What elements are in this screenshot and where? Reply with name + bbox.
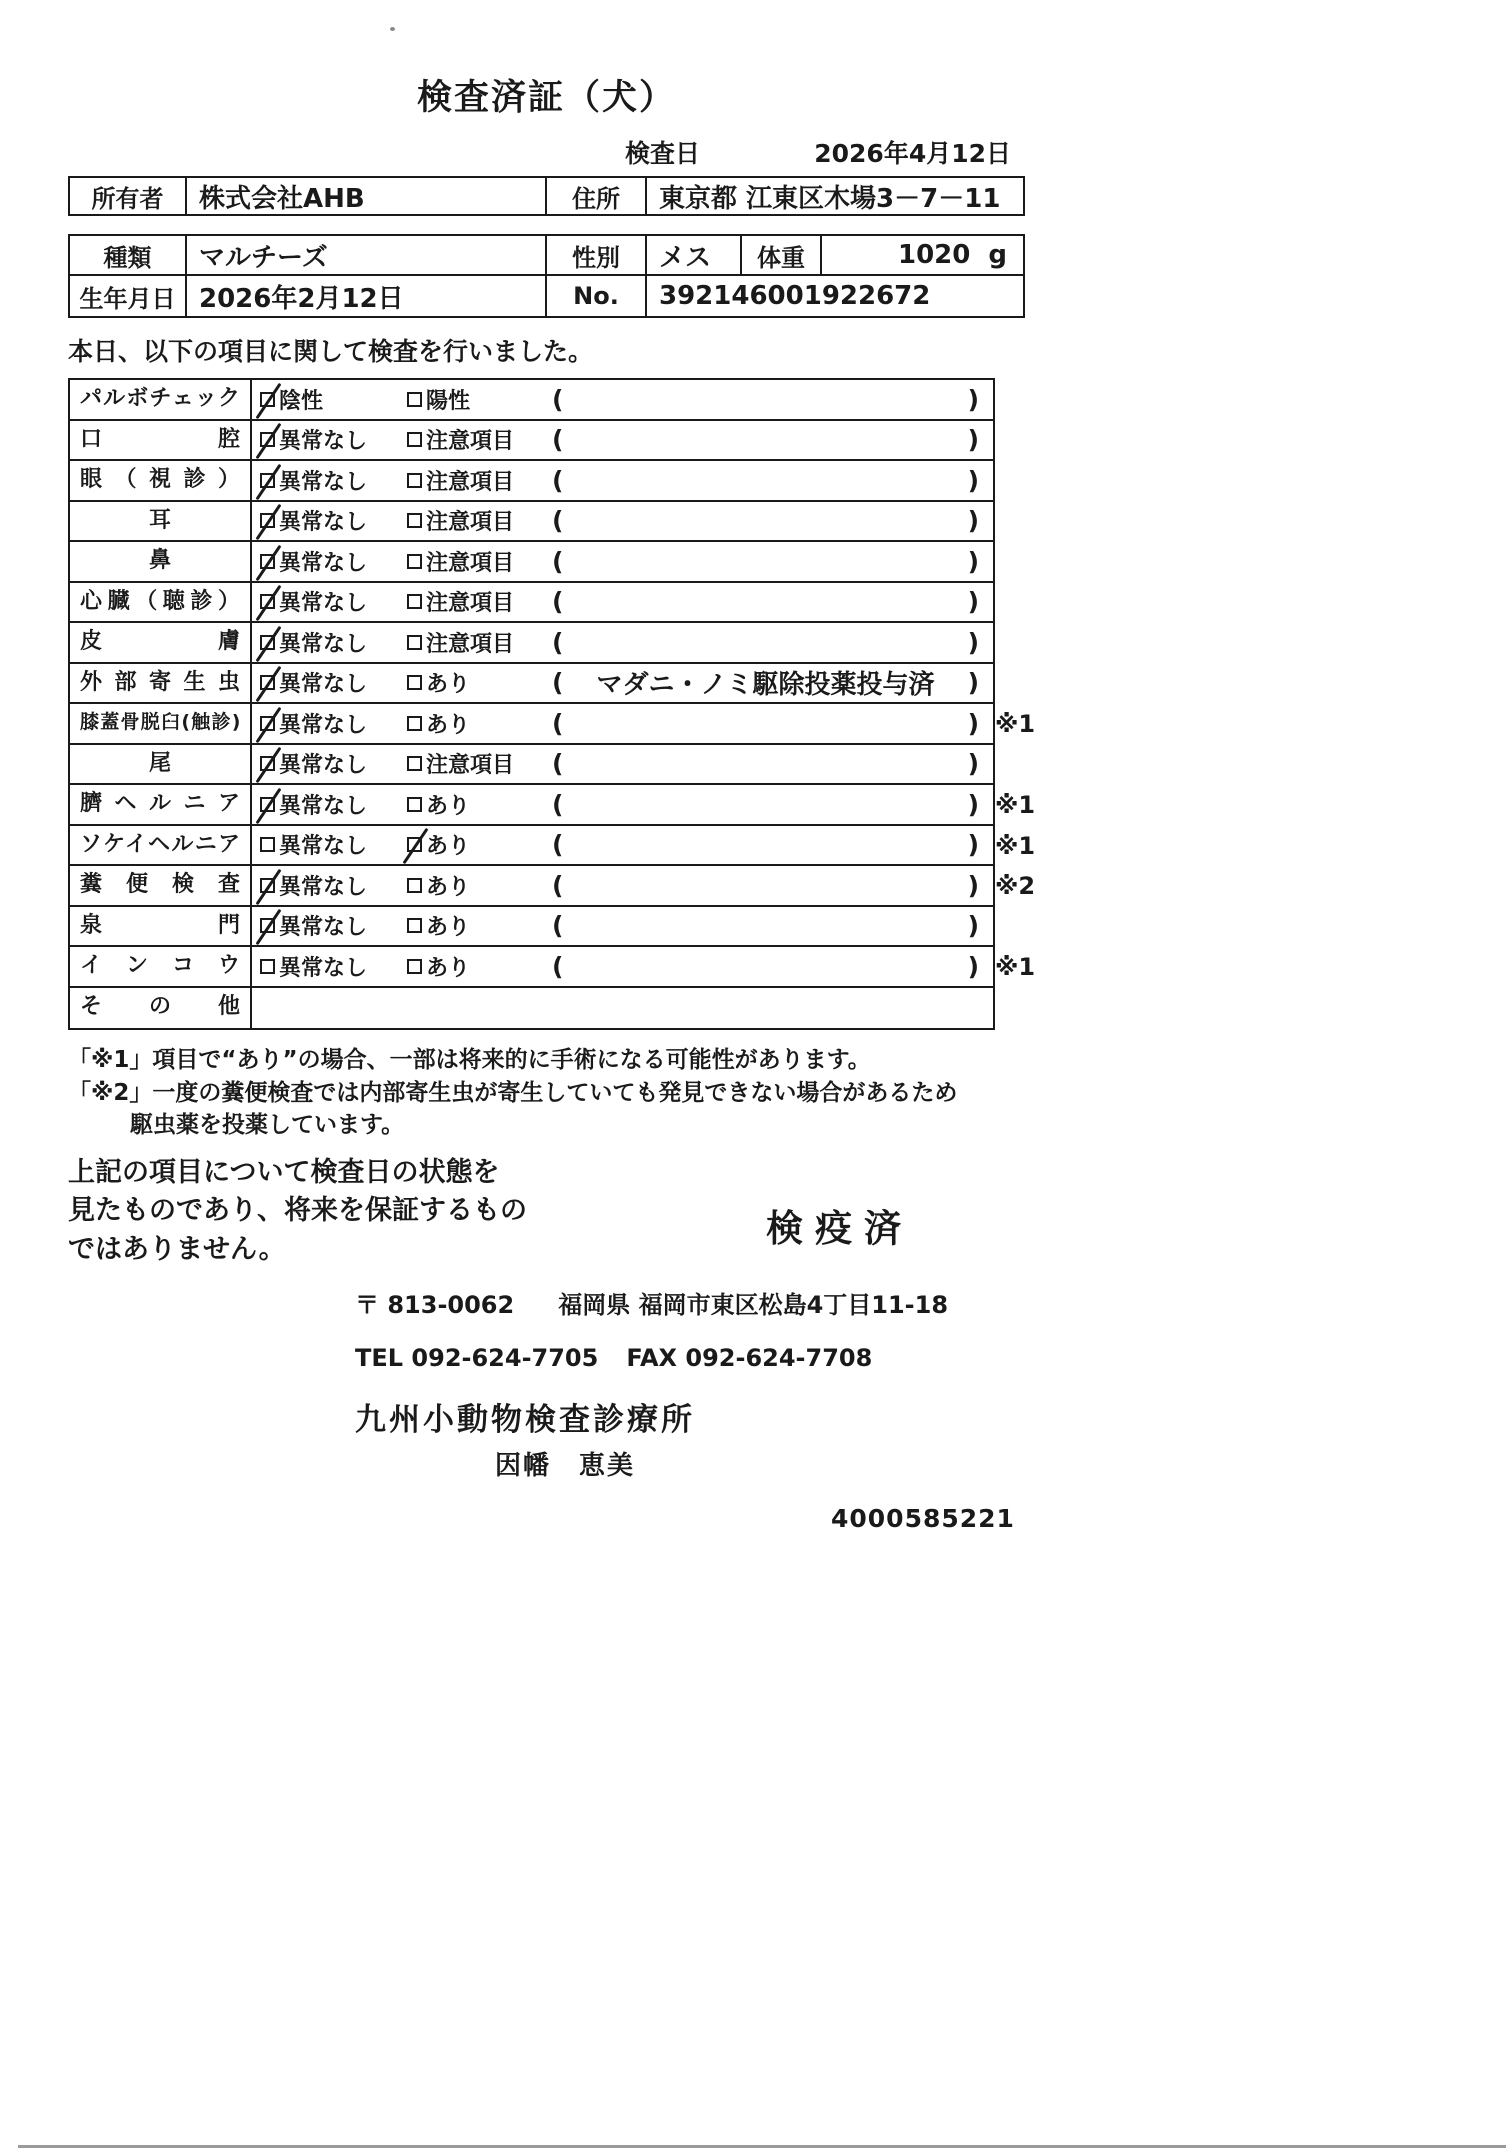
- option-1: [260, 708, 407, 739]
- checkbox-option-2[interactable]: [407, 594, 422, 609]
- checkbox-label-2: あり: [426, 712, 471, 738]
- option-2: [407, 505, 552, 536]
- option-1: [260, 505, 407, 536]
- weight-label: 体重: [742, 236, 822, 274]
- option-2: [407, 586, 552, 617]
- paren-close: ): [967, 587, 979, 617]
- checkbox-label-2: あり: [426, 915, 471, 941]
- option-1: [260, 384, 407, 415]
- checkbox-label-2: 注意項目: [426, 510, 515, 536]
- checkbox-option-1[interactable]: [260, 716, 275, 731]
- footnote-mark: ※1: [995, 791, 1036, 819]
- checkbox-option-2[interactable]: [407, 513, 422, 528]
- item-options: [252, 866, 993, 905]
- inspection-table: [68, 378, 1036, 1030]
- item-name: 糞便検査: [70, 866, 252, 905]
- item-name: 泉門: [70, 907, 252, 946]
- item-options: [252, 664, 993, 703]
- item-name: 耳: [70, 502, 252, 541]
- checkbox-option-1[interactable]: [260, 918, 275, 933]
- table-row: [70, 785, 1036, 826]
- item-options: [252, 502, 993, 541]
- clinic-info: [355, 1285, 1025, 1533]
- table-row: [70, 542, 993, 583]
- checkbox-option-1[interactable]: [260, 675, 275, 690]
- birthdate-label: 生年月日: [70, 276, 187, 316]
- checkbox-label-1: 異常なし: [279, 631, 368, 657]
- option-2: [407, 667, 552, 698]
- item-options: [252, 988, 993, 1029]
- option-2: [407, 424, 552, 455]
- clinic-fax: FAX 092-624-7708: [626, 1343, 873, 1372]
- address-value: 東京都 江東区木場3－7－11: [659, 183, 1001, 214]
- item-options: [252, 421, 993, 460]
- paren-open: (: [552, 384, 564, 414]
- paren-open: (: [552, 465, 564, 495]
- disclaimer-line: ではありません。: [68, 1233, 286, 1265]
- table-row: [70, 947, 1036, 988]
- paren-close: ): [967, 749, 979, 779]
- owner-value: 株式会社AHB: [187, 178, 547, 214]
- option-2: [407, 384, 552, 415]
- checkbox-label-2: 注意項目: [426, 631, 515, 657]
- paren-close: ): [967, 708, 979, 738]
- table-row: [70, 380, 993, 421]
- item-options: [252, 826, 993, 865]
- option-2: [407, 546, 552, 577]
- checkbox-label-1: 異常なし: [279, 793, 368, 819]
- checkbox-label-2: 注意項目: [426, 591, 515, 617]
- option-1: [260, 424, 407, 455]
- checkbox-label-2: あり: [426, 672, 471, 698]
- table-row: [70, 745, 993, 786]
- footnote-mark: ※1: [995, 710, 1036, 738]
- option-1: [260, 910, 407, 941]
- paren-close: ): [967, 830, 979, 860]
- option-2: [407, 910, 552, 941]
- sex-value: メス: [647, 236, 742, 274]
- scan-artifact-line: [18, 2145, 1506, 2148]
- checkbox-label-1: 異常なし: [279, 469, 368, 495]
- address-label: 住所: [547, 178, 647, 214]
- checkbox-option-2[interactable]: [407, 837, 422, 852]
- item-name: 臍ヘルニア: [70, 785, 252, 824]
- paren-open: (: [552, 506, 564, 536]
- option-2: [407, 627, 552, 658]
- table-row: [70, 421, 993, 462]
- checkbox-option-1[interactable]: [260, 837, 275, 852]
- paren-open: (: [552, 587, 564, 617]
- table-row: [70, 704, 1036, 745]
- item-options: [252, 785, 993, 824]
- paren-open: (: [552, 749, 564, 779]
- footnote-1: 「※1」項目で“あり”の場合、一部は将来的に手術になる可能性があります。: [68, 1047, 871, 1073]
- checkbox-label-1: 陰性: [279, 388, 324, 414]
- footnote-mark: ※1: [995, 953, 1036, 981]
- paren-open: (: [552, 911, 564, 941]
- item-options: [252, 704, 993, 743]
- checkbox-option-1[interactable]: [260, 554, 275, 569]
- checkbox-option-2[interactable]: [407, 878, 422, 893]
- checkbox-option-2[interactable]: [407, 959, 422, 974]
- veterinarian-name: 因幡 恵美: [495, 1450, 636, 1481]
- item-name: 口腔: [70, 421, 252, 460]
- animal-table-row1: [70, 236, 1023, 276]
- checkbox-label-1: 異常なし: [279, 712, 368, 738]
- certificate: [68, 0, 1036, 1533]
- exam-date-label: 検査日: [625, 139, 701, 168]
- footnotes: [68, 1044, 1025, 1142]
- paren-open: (: [552, 951, 564, 981]
- checkbox-label-2: あり: [426, 793, 471, 819]
- paren-close: ): [967, 465, 979, 495]
- checkbox-option-1[interactable]: [260, 513, 275, 528]
- item-name: インコウ: [70, 947, 252, 986]
- paren-open: (: [552, 830, 564, 860]
- bottom-block: [68, 1154, 1025, 1269]
- item-options: [252, 380, 993, 419]
- item-options: [252, 542, 993, 581]
- option-2: [407, 465, 552, 496]
- option-2: [407, 870, 552, 901]
- weight-cell: [822, 236, 1023, 274]
- sex-label: 性別: [547, 236, 647, 274]
- quarantine-stamp: 検疫済: [766, 1206, 913, 1250]
- checkbox-label-1: 異常なし: [279, 874, 368, 900]
- checkbox-label-2: 注意項目: [426, 469, 515, 495]
- item-name: 膝蓋骨脱臼(触診): [70, 704, 252, 743]
- paren-close: ): [967, 789, 979, 819]
- clinic-address: 福岡県 福岡市東区松島4丁目11-18: [558, 1290, 949, 1319]
- disclaimer-line: 見たものであり、将来を保証するもの: [68, 1195, 527, 1227]
- checkbox-label-2: 注意項目: [426, 550, 515, 576]
- checkbox-label-1: 異常なし: [279, 915, 368, 941]
- paren-close: ): [967, 911, 979, 941]
- checkbox-option-2[interactable]: [407, 716, 422, 731]
- paren-close: ): [967, 870, 979, 900]
- checkbox-label-2: あり: [426, 874, 471, 900]
- item-options: [252, 947, 993, 986]
- checkbox-label-1: 異常なし: [279, 834, 368, 860]
- table-row: [70, 826, 1036, 867]
- animal-table-row2: [70, 276, 1023, 316]
- footnote-2: 「※2」一度の糞便検査では内部寄生虫が寄生していても発見できない場合があるため: [68, 1079, 958, 1106]
- clinic-tel: TEL 092-624-7705: [355, 1343, 599, 1372]
- option-2: [407, 951, 552, 982]
- item-options: [252, 583, 993, 622]
- paren-open: (: [552, 789, 564, 819]
- checkbox-option-2[interactable]: [407, 432, 422, 447]
- paren-open: (: [552, 546, 564, 576]
- checkbox-option-2[interactable]: [407, 392, 422, 407]
- checkbox-option-2[interactable]: [407, 756, 422, 771]
- option-1: [260, 586, 407, 617]
- weight-value: 1020: [898, 240, 971, 270]
- paren-open: (: [552, 870, 564, 900]
- paren-open: (: [552, 425, 564, 455]
- document-code: 4000585221: [831, 1503, 1015, 1533]
- no-label: No.: [547, 276, 647, 316]
- checkbox-label-1: 異常なし: [279, 429, 368, 455]
- checkbox-option-1[interactable]: [260, 473, 275, 488]
- animal-table: [68, 234, 1025, 318]
- item-name: パルボチェック: [70, 380, 252, 419]
- species-value: マルチーズ: [187, 236, 547, 274]
- item-options: [252, 623, 993, 662]
- item-name: 皮膚: [70, 623, 252, 662]
- option-1: [260, 627, 407, 658]
- table-row: [70, 866, 1036, 907]
- item-name: 外部寄生虫: [70, 664, 252, 703]
- table-row: [70, 583, 993, 624]
- checkbox-option-2[interactable]: [407, 675, 422, 690]
- clinic-tel-row: [355, 1344, 1025, 1372]
- checkbox-label-2: 注意項目: [426, 753, 515, 779]
- checkbox-label-2: あり: [426, 955, 471, 981]
- option-1: [260, 789, 407, 820]
- paren-close: ): [967, 425, 979, 455]
- postal-code: 〒 813-0062: [355, 1290, 515, 1319]
- item-name: 眼（視診）: [70, 461, 252, 500]
- paren-close: ): [967, 506, 979, 536]
- item-options: [252, 461, 993, 500]
- page-title: 検査済証（犬）: [416, 78, 676, 118]
- checkbox-label-2: 陽性: [426, 388, 471, 414]
- item-options: [252, 745, 993, 784]
- option-2: [407, 708, 552, 739]
- exam-date-value: 2026年4月12日: [814, 139, 1011, 168]
- table-row: [70, 461, 993, 502]
- checkbox-option-1[interactable]: [260, 432, 275, 447]
- intro-text: 本日、以下の項目に関して検査を行いました。: [68, 337, 594, 366]
- checkbox-option-2[interactable]: [407, 554, 422, 569]
- paren-open: (: [552, 627, 564, 657]
- checkbox-option-2[interactable]: [407, 797, 422, 812]
- item-note: マダニ・ノミ駆除投薬投与済: [596, 670, 935, 701]
- item-name: 尾: [70, 745, 252, 784]
- item-name: 鼻: [70, 542, 252, 581]
- footnote-3: 駆虫薬を投薬しています。: [130, 1112, 405, 1139]
- checkbox-label-1: 異常なし: [279, 955, 368, 981]
- checkbox-option-1[interactable]: [260, 756, 275, 771]
- exam-date-row: [68, 134, 1025, 170]
- paren-open: (: [552, 668, 564, 698]
- item-name: 心臓（聴診）: [70, 583, 252, 622]
- clinic-postal-row: [355, 1285, 1025, 1320]
- checkbox-option-2[interactable]: [407, 918, 422, 933]
- table-row: [70, 664, 993, 705]
- owner-table: [68, 176, 1025, 216]
- species-label: 種類: [70, 236, 187, 274]
- checkbox-option-2[interactable]: [407, 473, 422, 488]
- option-2: [407, 748, 552, 779]
- clinic-name: 九州小動物検査診療所: [355, 1401, 695, 1438]
- checkbox-label-2: 注意項目: [426, 429, 515, 455]
- paren-close: ): [967, 384, 979, 414]
- checkbox-label-1: 異常なし: [279, 591, 368, 617]
- checkbox-option-1[interactable]: [260, 392, 275, 407]
- checkbox-option-1[interactable]: [260, 878, 275, 893]
- checkbox-label-1: 異常なし: [279, 550, 368, 576]
- option-2: [407, 829, 552, 860]
- disclaimer-line: 上記の項目について検査日の状態を: [68, 1156, 500, 1188]
- owner-label: 所有者: [70, 178, 187, 214]
- paren-close: ): [967, 668, 979, 698]
- table-row: [70, 623, 993, 664]
- checkbox-label-1: 異常なし: [279, 672, 368, 698]
- birthdate-value: 2026年2月12日: [187, 276, 547, 316]
- no-value: 392146001922672: [659, 281, 931, 311]
- checkbox-option-1[interactable]: [260, 797, 275, 812]
- option-1: [260, 829, 407, 860]
- checkbox-label-2: あり: [426, 834, 471, 860]
- checkbox-option-1[interactable]: [260, 635, 275, 650]
- weight-unit: g: [988, 240, 1007, 270]
- option-1: [260, 951, 407, 982]
- option-2: [407, 789, 552, 820]
- paren-close: ): [967, 951, 979, 981]
- item-name: その他: [70, 988, 252, 1029]
- checkbox-label-1: 異常なし: [279, 510, 368, 536]
- item-name: ソケイヘルニア: [70, 826, 252, 865]
- checkbox-option-1[interactable]: [260, 959, 275, 974]
- table-row: [70, 988, 993, 1029]
- option-1: [260, 748, 407, 779]
- checkbox-option-1[interactable]: [260, 594, 275, 609]
- item-options: [252, 907, 993, 946]
- paren-close: ): [967, 546, 979, 576]
- option-1: [260, 465, 407, 496]
- paren-open: (: [552, 708, 564, 738]
- checkbox-option-2[interactable]: [407, 635, 422, 650]
- option-1: [260, 667, 407, 698]
- footnote-mark: ※1: [995, 831, 1036, 860]
- option-1: [260, 870, 407, 901]
- table-row: [70, 502, 993, 543]
- option-1: [260, 546, 407, 577]
- footnote-mark: ※2: [995, 872, 1036, 900]
- table-row: [70, 907, 993, 948]
- paren-close: ): [967, 627, 979, 657]
- checkbox-label-1: 異常なし: [279, 753, 368, 779]
